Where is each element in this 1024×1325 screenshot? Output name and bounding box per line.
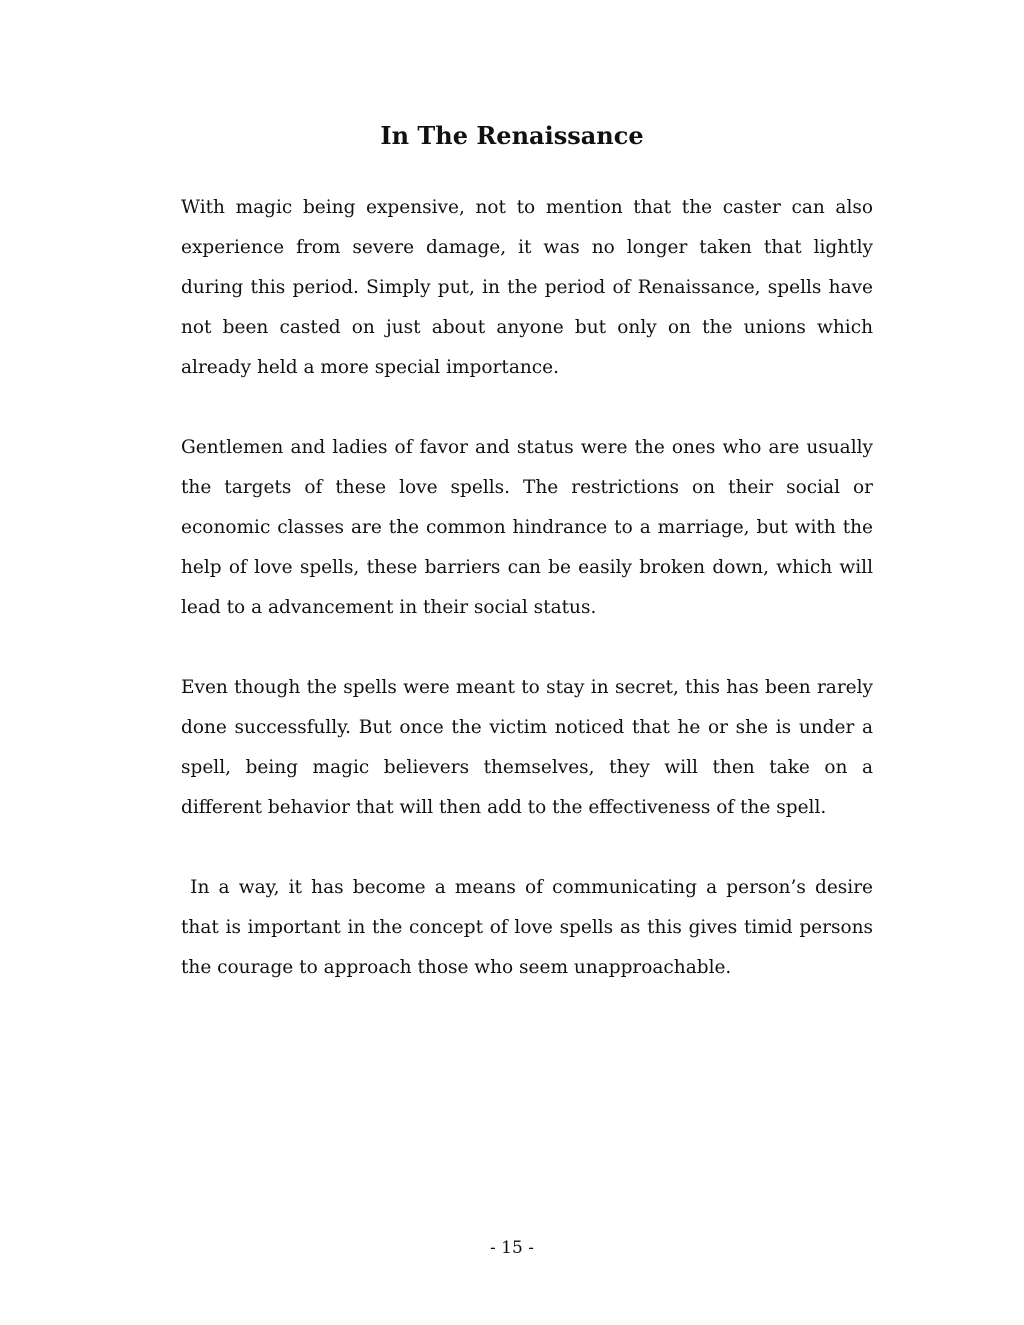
body-text [181,188,879,1028]
paragraph-1: With magic being expensive, not to mention that the caster can also experience from severe damage, it was no longer taken that lightly during this period. Simply put, in the period of Renaissance, spells have not been casted on just about anyone but only on the unions which already held a more special importance. [181,197,873,378]
section-title: In The Renaissance [380,121,644,150]
page-number: - 15 - [490,1238,534,1258]
paragraph-2: Gentlemen and ladies of favor and status were the ones who are usually the targets of these love spells. The restrictions on their social or economic classes are the common hindrance to a marriage, but with the help of love spells, these barriers can be easily broken down, which will lead to a advancement in their social status. [181,437,873,618]
paragraph-4: In a way, it has become a means of communicating a person’s desire that is important in the concept of love spells as this gives timid persons the courage to approach those who seem unapproachable. [181,877,879,978]
paragraph-3: Even though the spells were meant to stay in secret, this has been rarely done successfully. But once the victim noticed that he or she is under a spell, being magic believers themselves, they will then take on a different behavior that will then add to the effectiveness of the spell. [181,677,873,818]
